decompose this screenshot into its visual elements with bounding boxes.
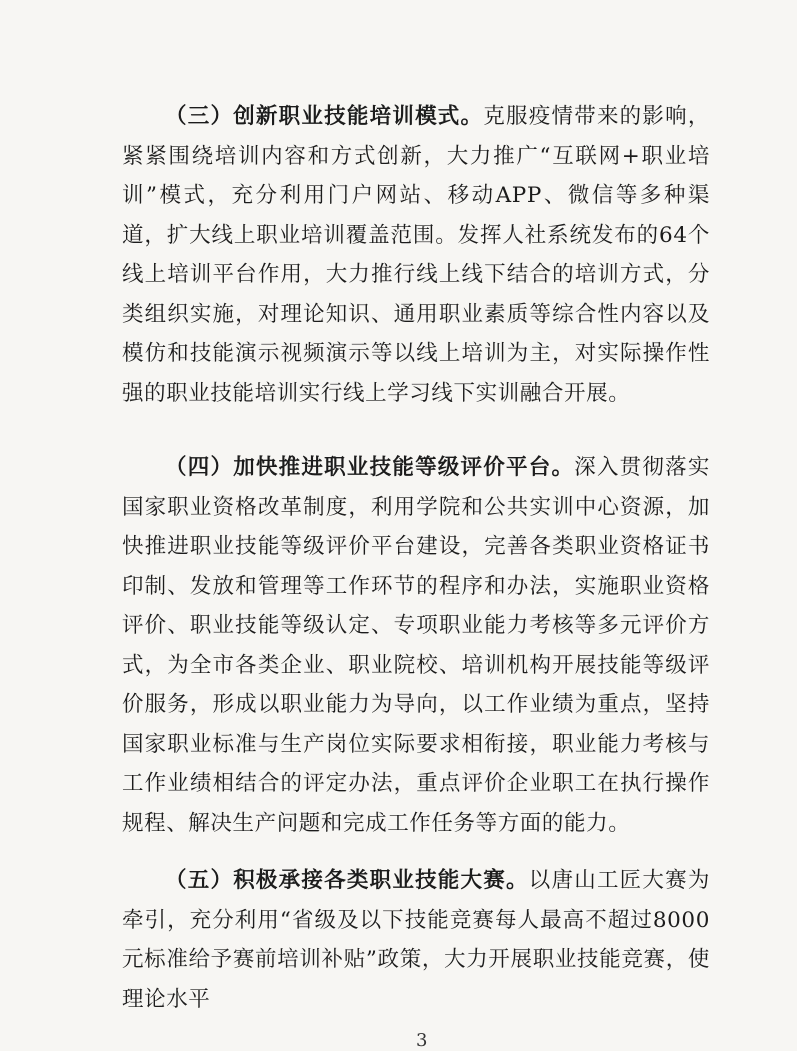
- page-number: 3: [416, 1030, 428, 1051]
- paragraph-innovate-training: [122, 97, 710, 413]
- section-heading-5: （五）积极承接各类职业技能大赛。: [165, 868, 529, 893]
- section-heading-4: （四）加快推进职业技能等级评价平台。: [165, 455, 575, 480]
- paragraph-body-5: 以唐山工匠大赛为牵引，充分利用“省级及以下技能竞赛每人最高不超过8000元标准给予赛前培训补贴”政策，大力开展职业技能竞赛，使理论水平: [122, 868, 710, 1012]
- paragraph-skill-evaluation: [122, 448, 710, 843]
- section-heading-3: （三）创新职业技能培训模式。: [165, 104, 484, 129]
- paragraph-body-3: 克服疫情带来的影响，紧紧围绕培训内容和方式创新，大力推广“互联网+职业培训”模式，充分利用门户网站、移动APP、微信等多种渠道，扩大线上职业培训覆盖范围。发挥人社系统发布的64个线上培训平台作用，大力推行线上线下结合的培训方式，分类组织实施，对理论知识、通用职业素质等综合性内容以及模仿和技能演示视频演示等以线上培训为主，对实际操作性强的职业技能培训实行线上学习线下实训融合开展。: [122, 104, 710, 406]
- paragraph-skill-competition: [122, 861, 710, 1019]
- paragraph-body-4: 深入贯彻落实国家职业资格改革制度，利用学院和公共实训中心资源，加快推进职业技能等级评价平台建设，完善各类职业资格证书印制、发放和管理等工作环节的程序和办法，实施职业资格评价、职业技能等级认定、专项职业能力考核等多元评价方式，为全市各类企业、职业院校、培训机构开展技能等级评价服务，形成以职业能力为导向，以工作业绩为重点，坚持国家职业标准与生产岗位实际要求相衔接，职业能力考核与工作业绩相结合的评定办法，重点评价企业职工在执行操作规程、解决生产问题和完成工作任务等方面的能力。: [122, 455, 710, 836]
